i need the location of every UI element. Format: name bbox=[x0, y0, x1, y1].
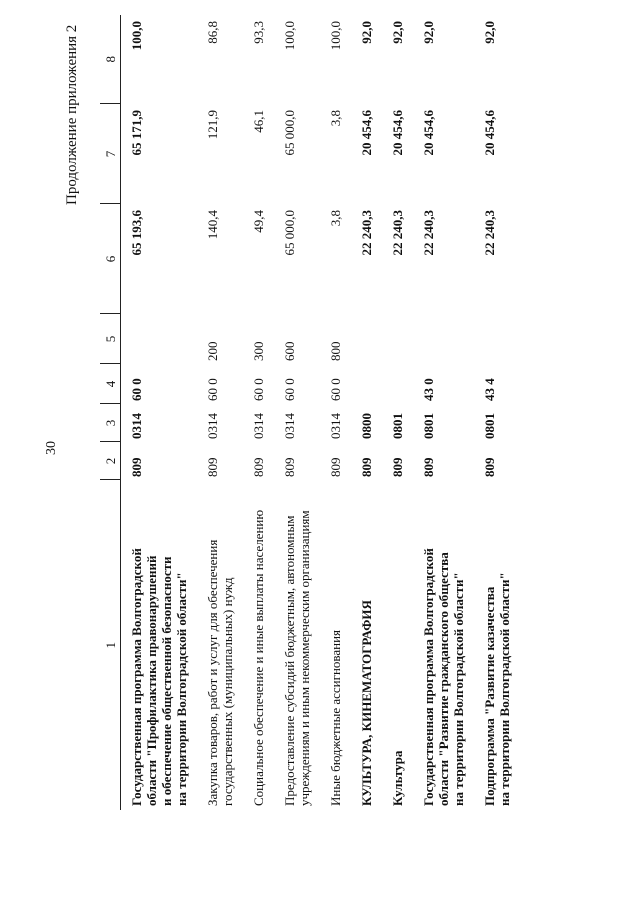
row-name-line: Предоставление субсидий бюджетным, автономным bbox=[282, 515, 297, 806]
page-number: 30 bbox=[44, 441, 59, 455]
table-row bbox=[197, 15, 243, 810]
table-body bbox=[121, 15, 521, 810]
row-name-line: учреждениям и иным некоммерческим организациям bbox=[297, 510, 312, 806]
cell-c7: 20 454,6 bbox=[359, 110, 374, 156]
cell-c3: 0801 bbox=[390, 413, 405, 439]
row-name bbox=[320, 480, 351, 810]
cell-c7: 3,8 bbox=[328, 110, 343, 127]
row-name-line: на территории Волгоградской области" bbox=[174, 572, 189, 806]
cell-c4 bbox=[382, 364, 413, 404]
cell-c8: 92,0 bbox=[390, 21, 405, 44]
col-header-7: 7 bbox=[100, 104, 121, 204]
appendix-table bbox=[100, 15, 520, 810]
cell-c3: 0314 bbox=[282, 413, 297, 439]
cell-c5 bbox=[474, 314, 520, 364]
cell-c8: 100,0 bbox=[282, 21, 297, 51]
cell-c7: 20 454,6 bbox=[482, 110, 497, 156]
row-name bbox=[382, 480, 413, 810]
row-name-line: Социальное обеспечение и иные выплаты населению bbox=[251, 509, 266, 806]
cell-c7: 65 000,0 bbox=[282, 110, 297, 156]
row-name-line: области "Профилактика правонарушений bbox=[144, 555, 159, 806]
cell-c2: 809 bbox=[390, 457, 405, 477]
row-name bbox=[474, 480, 520, 810]
cell-c5 bbox=[382, 314, 413, 364]
cell-c3: 0314 bbox=[129, 413, 144, 439]
continuation-label: Продолжение приложения 2 bbox=[64, 24, 80, 205]
cell-c6: 22 240,3 bbox=[482, 210, 497, 256]
cell-c4: 43 4 bbox=[482, 378, 497, 401]
cell-c4: 60 0 bbox=[282, 378, 297, 401]
cell-c5: 300 bbox=[251, 341, 266, 361]
cell-c2: 809 bbox=[482, 457, 497, 477]
cell-c6: 3,8 bbox=[328, 210, 343, 227]
cell-c2: 809 bbox=[359, 457, 374, 477]
row-name-line: Иные бюджетные ассигнования bbox=[328, 629, 343, 806]
cell-c7: 121,9 bbox=[205, 110, 220, 140]
row-name-line: Подпрограмма "Развитие казачества bbox=[482, 586, 497, 806]
col-header-1: 1 bbox=[100, 480, 121, 810]
cell-c6: 22 240,3 bbox=[390, 210, 405, 256]
col-header-2: 2 bbox=[100, 442, 121, 480]
cell-c8: 100,0 bbox=[328, 21, 343, 51]
cell-c4 bbox=[351, 364, 382, 404]
cell-c4: 60 0 bbox=[205, 378, 220, 401]
cell-c7: 65 171,9 bbox=[129, 110, 144, 156]
row-name bbox=[413, 480, 474, 810]
cell-c8: 92,0 bbox=[421, 21, 436, 44]
cell-c3: 0801 bbox=[421, 413, 436, 439]
col-header-3: 3 bbox=[100, 404, 121, 442]
cell-c2: 809 bbox=[205, 457, 220, 477]
row-name-line: Государственная программа Волгоградской bbox=[421, 548, 436, 806]
cell-c4: 60 0 bbox=[251, 378, 266, 401]
table-row bbox=[121, 15, 198, 810]
cell-c6: 65 000,0 bbox=[282, 210, 297, 256]
row-name-line: на территории Волгоградской области" bbox=[451, 572, 466, 806]
cell-c5: 200 bbox=[205, 341, 220, 361]
row-name-line: КУЛЬТУРА, КИНЕМАТОГРАФИЯ bbox=[359, 600, 374, 806]
table-row bbox=[274, 15, 320, 810]
cell-c8: 86,8 bbox=[205, 21, 220, 44]
row-name bbox=[243, 480, 274, 810]
row-name bbox=[197, 480, 243, 810]
cell-c2: 809 bbox=[282, 457, 297, 477]
cell-c8: 93,3 bbox=[251, 21, 266, 44]
col-header-5: 5 bbox=[100, 314, 121, 364]
cell-c6: 49,4 bbox=[251, 210, 266, 233]
cell-c8: 92,0 bbox=[359, 21, 374, 44]
row-name-line: области "Развитие гражданского общества bbox=[436, 552, 451, 806]
table-row bbox=[351, 15, 382, 810]
cell-c4: 60 0 bbox=[328, 378, 343, 401]
cell-c5: 800 bbox=[328, 341, 343, 361]
cell-c2: 809 bbox=[129, 457, 144, 477]
cell-c2: 809 bbox=[251, 457, 266, 477]
cell-c5: 600 bbox=[282, 341, 297, 361]
cell-c8: 92,0 bbox=[482, 21, 497, 44]
cell-c8: 100,0 bbox=[129, 21, 144, 51]
table-row bbox=[320, 15, 351, 810]
cell-c2: 809 bbox=[328, 457, 343, 477]
row-name-line: Культура bbox=[390, 750, 405, 806]
cell-c7: 20 454,6 bbox=[390, 110, 405, 156]
row-name-line: Государственная программа Волгоградской bbox=[129, 548, 144, 806]
cell-c6: 22 240,3 bbox=[359, 210, 374, 256]
cell-c3: 0314 bbox=[205, 413, 220, 439]
header-row bbox=[100, 15, 121, 810]
row-name-line: государственных (муниципальных) нужд bbox=[220, 577, 235, 806]
cell-c5 bbox=[413, 314, 474, 364]
cell-c5 bbox=[121, 314, 198, 364]
table-row bbox=[413, 15, 474, 810]
cell-c2: 809 bbox=[421, 457, 436, 477]
col-header-8: 8 bbox=[100, 15, 121, 104]
row-name bbox=[121, 480, 198, 810]
cell-c3: 0314 bbox=[251, 413, 266, 439]
cell-c7: 20 454,6 bbox=[421, 110, 436, 156]
table-row bbox=[243, 15, 274, 810]
cell-c4: 60 0 bbox=[129, 378, 144, 401]
cell-c6: 140,4 bbox=[205, 210, 220, 240]
row-name-line: и обеспечение общественной безопасности bbox=[159, 556, 174, 806]
table-row bbox=[382, 15, 413, 810]
cell-c7: 46,1 bbox=[251, 110, 266, 133]
cell-c3: 0801 bbox=[482, 413, 497, 439]
row-name-line: Закупка товаров, работ и услуг для обеспечения bbox=[205, 539, 220, 806]
cell-c6: 65 193,6 bbox=[129, 210, 144, 256]
cell-c6: 22 240,3 bbox=[421, 210, 436, 256]
col-header-4: 4 bbox=[100, 364, 121, 404]
row-name bbox=[274, 480, 320, 810]
row-name bbox=[351, 480, 382, 810]
cell-c5 bbox=[351, 314, 382, 364]
row-name-line: на территории Волгоградской области" bbox=[497, 572, 512, 806]
cell-c4: 43 0 bbox=[421, 378, 436, 401]
cell-c3: 0314 bbox=[328, 413, 343, 439]
cell-c3: 0800 bbox=[359, 413, 374, 439]
col-header-6: 6 bbox=[100, 204, 121, 314]
table-row bbox=[474, 15, 520, 810]
